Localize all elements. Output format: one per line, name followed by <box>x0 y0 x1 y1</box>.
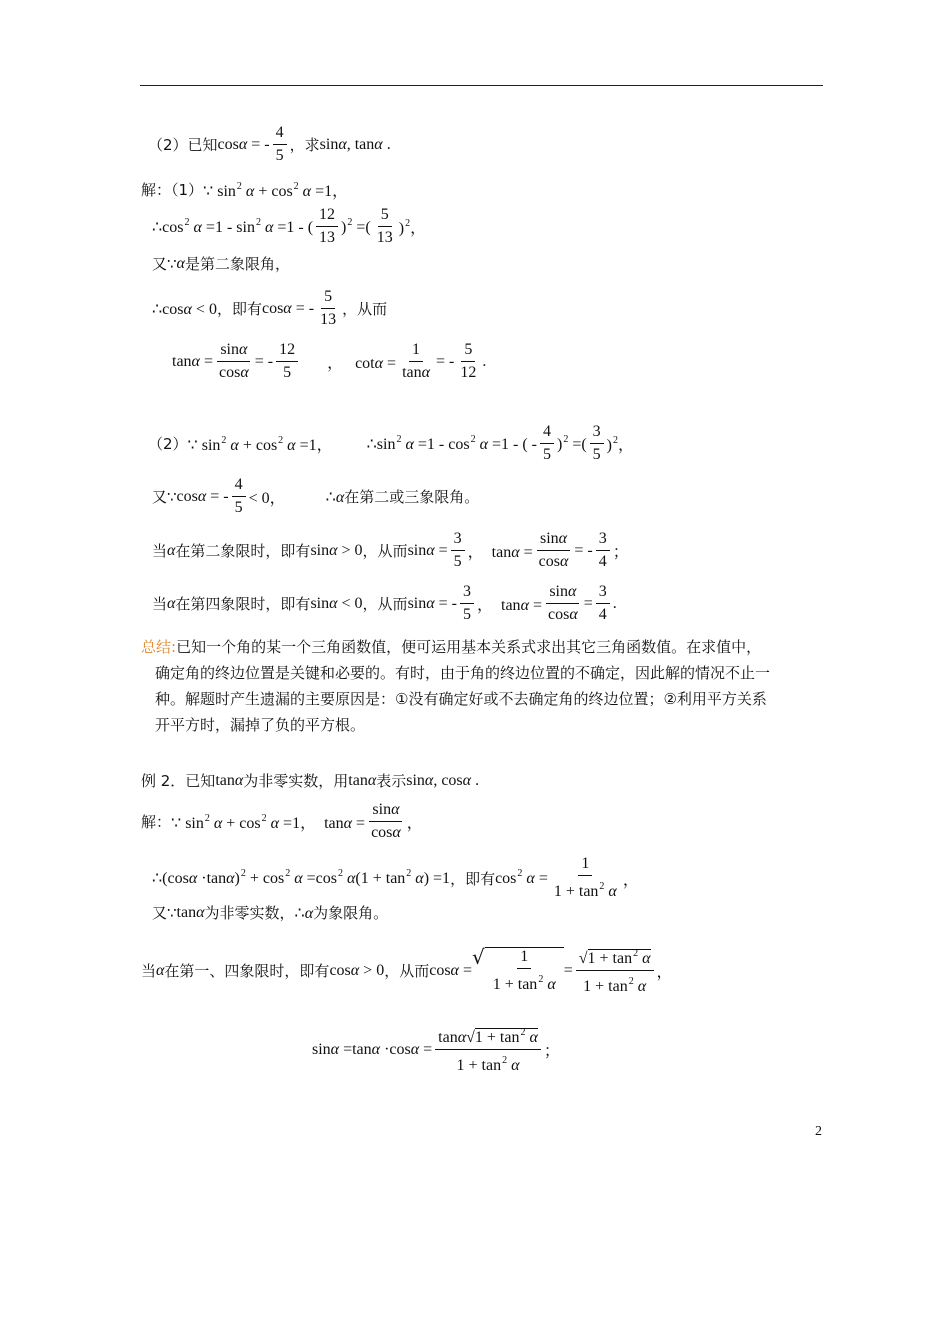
congerer-text: ，从而 <box>342 300 388 318</box>
fraction-3-4: $\frac{3}{4}$ <box>596 530 610 571</box>
solution1-line4: ∴cosα < 0 ，即有 cosα = - $\frac{5}{13}$ ，从而 <box>152 288 388 328</box>
header-rule <box>140 85 823 86</box>
fraction-4-5b: $\frac{4}{5}$ <box>540 423 554 464</box>
quadrants-text: 在第二或三象限角。 <box>344 488 480 506</box>
example2-sol-line4: 当 α 在第一、四象限时，即有 cosα > 0 ，从而 cosα = √ $\frac{1}{1 + \tan^2 \alpha}$ = $\frac{√1 + \tan^2 \alpha}{1 + \tan^2 \alpha}$ ， <box>141 945 673 995</box>
fraction-5-12: $\frac{5}{12}$ <box>460 341 477 381</box>
quadrant2-text: 是第二象限角， <box>184 255 290 273</box>
example2-label: 例 2．已知 <box>141 772 216 790</box>
fraction-5-13: $\frac{5}{13}$ <box>376 206 393 246</box>
fraction-3-5b: $\frac{3}{5}$ <box>451 530 465 571</box>
fraction-5-13b: $\frac{5}{13}$ <box>320 288 337 328</box>
formula-cos-neg: ∴cosα < 0 <box>152 300 217 318</box>
example2-sol-line2: ∴(cosα $\cdot\tan\alpha)^2 + \cos^2 \alpha =\cos^2$ $\alpha(1 + \tan^2 \alpha) =1$ ，即有 $\cos^2 \alpha$ = $\frac{1}{1 + \tan^2 \alpha}$ ， <box>152 855 639 900</box>
example2-sol-line3: 又∵ tanα 为非零实数， ∴α 为象限角。 <box>152 903 389 922</box>
solution2-case-q4: 当 α 在第四象限时，即有 sinα < 0 ，从而 sinα = - $\frac{3}{5}$ ， tanα = $\frac{\sin\alpha}{\cos\alpha}$ = $\frac{3}{4}$ . <box>152 583 617 623</box>
fraction-3-4b: $\frac{3}{4}$ <box>596 583 610 624</box>
formula-target: sinα, tanα . <box>319 135 391 153</box>
example2-sol-line5: sinα =tanα ·cosα = $\frac{\tan\alpha√1 + \tan^2 \alpha}{1 + \tan^2 \alpha}$ ； <box>312 1024 560 1075</box>
problem-part2-label: （2）已知 <box>148 136 218 154</box>
solution1-line2: $\therefore\cos^2$ $\alpha =1 - \sin^2 \alpha =1$ - ( $\frac{12}{13}$ )$^2$ =( $\frac{5}{13}$ )$^2$， <box>152 206 427 246</box>
solution1-line1 <box>141 178 348 201</box>
fraction-4-5c: $\frac{4}{5}$ <box>232 476 246 517</box>
solution1-line3: 又∵ α 是第二象限角， <box>152 254 290 273</box>
formula-cos-sq: $\therefore\cos^2$ $\alpha =1 - \sin^2 \alpha =1$ - ( <box>152 216 314 236</box>
summary-label: 总结: <box>141 638 177 656</box>
solution2-case-q2: 当 α 在第二象限时，即有 sinα > 0 ，从而 sinα = $\frac{3}{5}$ ， tanα = $\frac{\sin\alpha}{\cos\alpha}$ = - $\frac{3}{4}$ ； <box>152 530 629 570</box>
fraction-3-5: $\frac{3}{5}$ <box>590 423 604 464</box>
fraction-1-tan: $\frac{1}{\tan\alpha}$ <box>402 341 431 381</box>
solution-label: 解：（1） <box>141 181 204 199</box>
page-number: 2 <box>815 1124 822 1139</box>
sqrt-fraction: √ $\frac{1}{1 + \tan^2 \alpha}$ <box>472 947 564 994</box>
solution1-line5: tanα = $\frac{\sin\alpha}{\cos\alpha}$ = - $\frac{12}{5}$ ， cotα = $\frac{1}{\tan\alpha}$ = - $\frac{5}{12}$ . <box>172 341 487 381</box>
fraction-12-13: $\frac{12}{13}$ <box>316 206 338 247</box>
example2-sol-line1: 解： ∵ $\sin^2 \alpha + \cos^2 \alpha =1$， tanα = $\frac{\sin\alpha}{\cos\alpha}$ ， <box>141 801 423 841</box>
fraction-12-5: $\frac{12}{5}$ <box>276 341 298 382</box>
ask-text: ，求 <box>289 136 320 154</box>
jiyou-text: ，即有 <box>216 300 262 318</box>
formula-identity: ∵ $\sin^2 \alpha + \cos^2 \alpha =1$， <box>203 181 349 200</box>
problem-part2 <box>148 124 391 165</box>
solution2-line2: 又∵ cosα = - $\frac{4}{5}$ < 0， ∴α 在第二或三象限角。 <box>152 476 480 516</box>
again-text: 又∵ <box>152 255 177 273</box>
fraction-sin-cos: $\frac{\sin\alpha}{\cos\alpha}$ <box>218 341 249 381</box>
part2-label: （2） <box>148 435 188 453</box>
summary-block: 总结:已知一个角的某一个三角函数值，便可运用基本关系式求出其它三角函数值。在求值中， 确定角的终边位置是关键和必要的。有时，由于角的终边位置的不确定，因此解的情况不止一 种。解题时产生遗漏的主要原因是：①没有确定好或不去确定角的终边位置；②利用平方关系 开平方时，漏掉了负的平方根。 <box>141 638 771 734</box>
fraction-3-5c: $\frac{3}{5}$ <box>460 583 474 624</box>
fraction-4-5: $\frac{4}{5}$ <box>273 124 287 165</box>
formula-cos-given: cosα = - <box>217 135 270 153</box>
example2-statement: 例 2．已知 tanα 为非零实数，用 tanα 表示 sinα, cosα . <box>141 771 480 790</box>
solution2-line1: （2） ∵ $\sin^2 \alpha + \cos^2 \alpha =1$， $\therefore\sin^2$ $\alpha =1 - \cos^2 \alpha =1$ - ( - $\frac{4}{5}$ )$^2$ =( $\frac{3}{5}$ )$^2$， <box>148 423 635 463</box>
